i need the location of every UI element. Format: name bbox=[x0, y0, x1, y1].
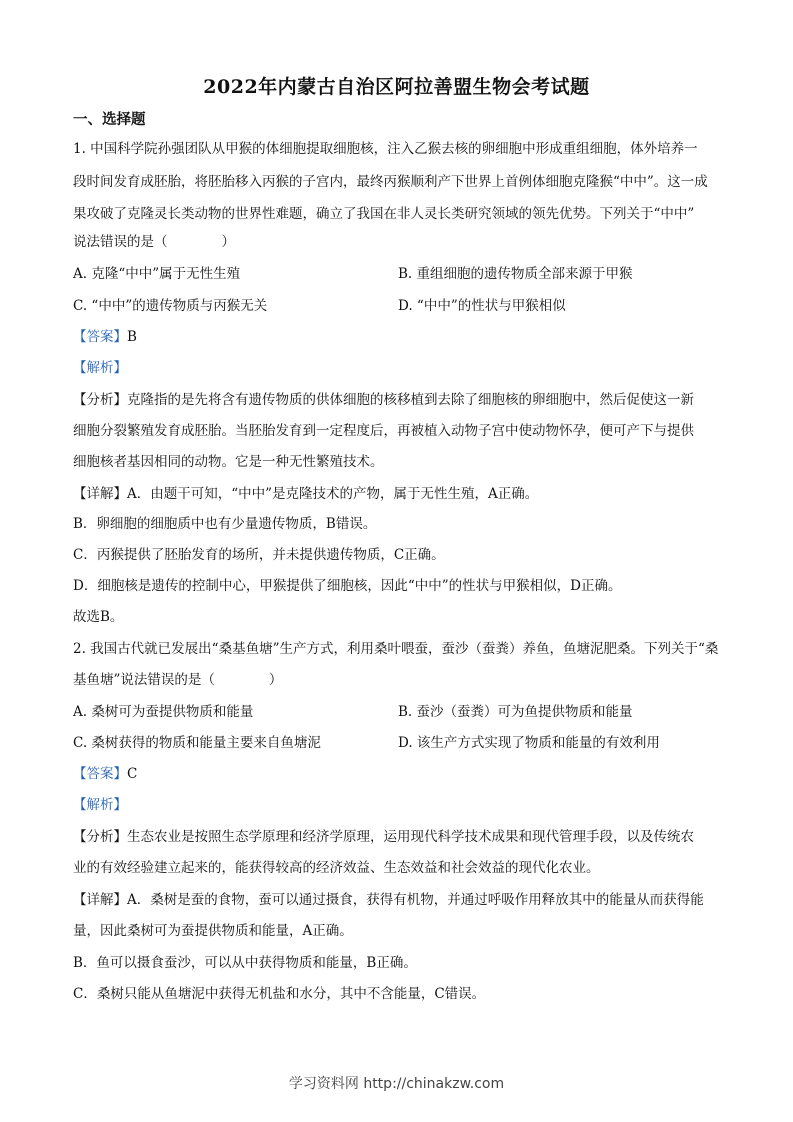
fenxi-tag: 【分析】 bbox=[73, 829, 127, 845]
q2-answer bbox=[73, 766, 137, 782]
q2-xiangjie-line: C．桑树只能从鱼塘泥中获得无机盐和水分，其中不含能量，C错误。 bbox=[73, 986, 486, 1002]
q1-fenxi-line: 细胞核者基因相同的动物。它是一种无性繁殖技术。 bbox=[73, 454, 384, 470]
q1-xiangjie-line bbox=[73, 486, 538, 502]
page-title: 2022年内蒙古自治区阿拉善盟生物会考试题 bbox=[203, 76, 590, 98]
q2-option-b: B. 蚕沙（蚕粪）可为鱼提供物质和能量 bbox=[398, 704, 633, 720]
q2-stem-line: 2. 我国古代就已发展出“桑基鱼塘”生产方式，利用桑叶喂蚕，蚕沙（蚕粪）养鱼，鱼塘泥肥桑。下列关于“桑 bbox=[73, 641, 719, 657]
q2-option-c: C. 桑树获得的物质和能量主要来自鱼塘泥 bbox=[73, 735, 321, 751]
q1-fenxi-line: 细胞分裂繁殖发育成胚胎。当胚胎发育到一定程度后，再被植入动物子宫中使动物怀孕，便可产下与提供 bbox=[73, 423, 694, 439]
q1-xiangjie-line: B．卵细胞的细胞质中也有少量遗传物质，B错误。 bbox=[73, 516, 377, 532]
xiangjie-tag: 【详解】 bbox=[73, 486, 127, 502]
fenxi-text: 克隆指的是先将含有遗传物质的供体细胞的核移植到去除了细胞核的卵细胞中，然后促使这一新 bbox=[127, 392, 694, 408]
fenxi-text: 生态农业是按照生态学原理和经济学原理，运用现代科学技术成果和现代管理手段，以及传统农 bbox=[127, 829, 694, 845]
answer-tag: 【答案】 bbox=[73, 329, 127, 345]
q2-xiangjie-line: 量，因此桑树可为蚕提供物质和能量，A正确。 bbox=[73, 923, 353, 939]
q1-xiangjie-line: C．丙猴提供了胚胎发育的场所，并未提供遗传物质，C正确。 bbox=[73, 547, 445, 563]
q1-option-c: C. “中中”的遗传物质与丙猴无关 bbox=[73, 298, 268, 314]
q1-stem-line: 1. 中国科学院孙强团队从甲猴的体细胞提取细胞核，注入乙猴去核的卵细胞中形成重组细胞，体外培养一 bbox=[73, 141, 698, 157]
q1-stem-line: 果攻破了克隆灵长类动物的世界性难题，确立了我国在非人灵长类研究领域的领先优势。下列关于“中中” bbox=[73, 206, 695, 222]
q2-fenxi-line bbox=[73, 829, 694, 845]
q1-xiangjie-line: D．细胞核是遗传的控制中心，甲猴提供了细胞核，因此“中中”的性状与甲猴相似，D正确。 bbox=[73, 578, 622, 594]
q1-option-d: D. “中中”的性状与甲猴相似 bbox=[398, 298, 566, 314]
q2-fenxi-line: 业的有效经验建立起来的，能获得较高的经济效益、生态效益和社会效益的现代化农业。 bbox=[73, 860, 600, 876]
q1-analysis-tag bbox=[73, 360, 127, 376]
footer-watermark: 学习资料网 http://chinakzw.com bbox=[288, 1076, 505, 1092]
answer-tag: 【答案】 bbox=[73, 766, 127, 782]
q2-option-d: D. 该生产方式实现了物质和能量的有效利用 bbox=[398, 735, 660, 751]
answer-value: B bbox=[127, 329, 137, 345]
fenxi-tag: 【分析】 bbox=[73, 392, 127, 408]
q2-xiangjie-line: B．鱼可以摄食蚕沙，可以从中获得物质和能量，B正确。 bbox=[73, 955, 417, 971]
analysis-tag: 【解析】 bbox=[73, 360, 127, 376]
section-heading: 一、选择题 bbox=[73, 111, 146, 128]
q2-analysis-tag bbox=[73, 797, 127, 813]
q1-stem-line: 段时间发育成胚胎，将胚胎移入丙猴的子宫内，最终丙猴顺利产下世界上首例体细胞克隆猴“中中”。这一成 bbox=[73, 174, 708, 190]
answer-value: C bbox=[127, 766, 138, 782]
analysis-tag: 【解析】 bbox=[73, 797, 127, 813]
q1-option-a: A. 克隆“中中”属于无性生殖 bbox=[73, 266, 241, 282]
xiangjie-tag: 【详解】 bbox=[73, 892, 127, 908]
q1-option-b: B. 重组细胞的遗传物质全部来源于甲猴 bbox=[398, 266, 633, 282]
q2-xiangjie-line bbox=[73, 892, 704, 908]
q2-stem-line: 基鱼塘”说法错误的是（ ） bbox=[73, 672, 283, 688]
q1-stem-line: 说法错误的是（ ） bbox=[73, 234, 235, 250]
q1-answer bbox=[73, 329, 137, 345]
q1-conclusion: 故选B。 bbox=[73, 609, 124, 625]
q2-option-a: A. 桑树可为蚕提供物质和能量 bbox=[73, 704, 254, 720]
xiangjie-text: A．由题干可知，“中中”是克隆技术的产物，属于无性生殖，A正确。 bbox=[127, 486, 539, 502]
q1-fenxi-line bbox=[73, 392, 694, 408]
xiangjie-text: A．桑树是蚕的食物，蚕可以通过摄食，获得有机物，并通过呼吸作用释放其中的能量从而获得能 bbox=[127, 892, 704, 908]
